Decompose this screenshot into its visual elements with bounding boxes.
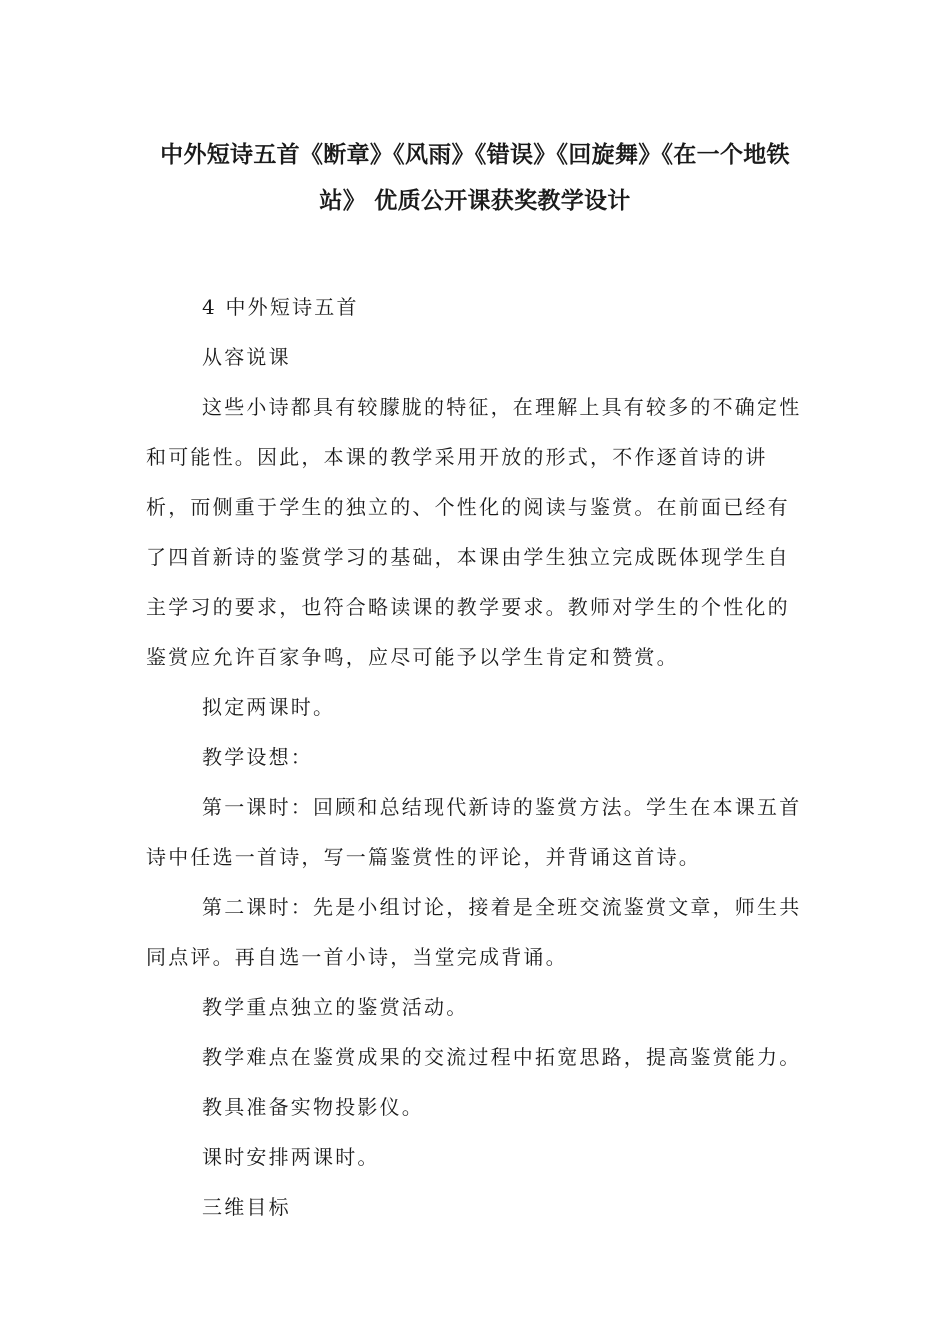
body-paragraph — [146, 382, 806, 682]
text-line: 第一课时：回顾和总结现代新诗的鉴赏方法。学生在本课五首 — [202, 795, 802, 819]
body-paragraph — [146, 782, 806, 882]
section-heading — [146, 282, 806, 332]
text-line: 课时安排两课时。 — [202, 1145, 380, 1169]
section-heading — [146, 1182, 806, 1232]
body-paragraph — [146, 982, 806, 1032]
text-line: 和可能性。因此，本课的教学采用开放的形式，不作逐首诗的讲 — [146, 445, 768, 469]
text-line: 教学难点在鉴赏成果的交流过程中拓宽思路，提高鉴赏能力。 — [202, 1045, 802, 1069]
text-line: 析，而侧重于学生的独立的、个性化的阅读与鉴赏。在前面已经有 — [146, 495, 790, 519]
body-paragraph — [146, 1132, 806, 1182]
body-paragraph — [146, 682, 806, 732]
text-line: 教学重点独立的鉴赏活动。 — [202, 995, 469, 1019]
text-line: 主学习的要求，也符合略读课的教学要求。教师对学生的个性化的 — [146, 595, 790, 619]
text-line: 同点评。再自选一首小诗，当堂完成背诵。 — [146, 945, 568, 969]
text-line: 三维目标 — [202, 1195, 291, 1219]
body-paragraph — [146, 1032, 806, 1082]
section-heading — [146, 332, 806, 382]
text-line: 第二课时：先是小组讨论，接着是全班交流鉴赏文章，师生共 — [202, 895, 802, 919]
text-line: 教学设想： — [202, 745, 313, 769]
text-line: 诗中任选一首诗，写一篇鉴赏性的评论，并背诵这首诗。 — [146, 845, 701, 869]
title-line: 站》 优质公开课获奖教学设计 — [319, 188, 631, 214]
text-line: 4 中外短诗五首 — [202, 295, 359, 319]
text-line: 教具准备实物投影仪。 — [202, 1095, 424, 1119]
text-line: 从容说课 — [202, 345, 291, 369]
body-paragraph — [146, 882, 806, 982]
text-line: 了四首新诗的鉴赏学习的基础，本课由学生独立完成既体现学生自 — [146, 545, 790, 569]
document-body — [146, 282, 806, 1232]
document-title — [145, 132, 805, 224]
section-heading — [146, 732, 806, 782]
text-line: 拟定两课时。 — [202, 695, 336, 719]
title-line: 中外短诗五首《断章》《风雨》《错误》《回旋舞》《在一个地铁 — [160, 142, 790, 168]
text-line: 鉴赏应允许百家争鸣，应尽可能予以学生肯定和赞赏。 — [146, 645, 679, 669]
body-paragraph — [146, 1082, 806, 1132]
text-line: 这些小诗都具有较朦胧的特征，在理解上具有较多的不确定性 — [202, 395, 802, 419]
